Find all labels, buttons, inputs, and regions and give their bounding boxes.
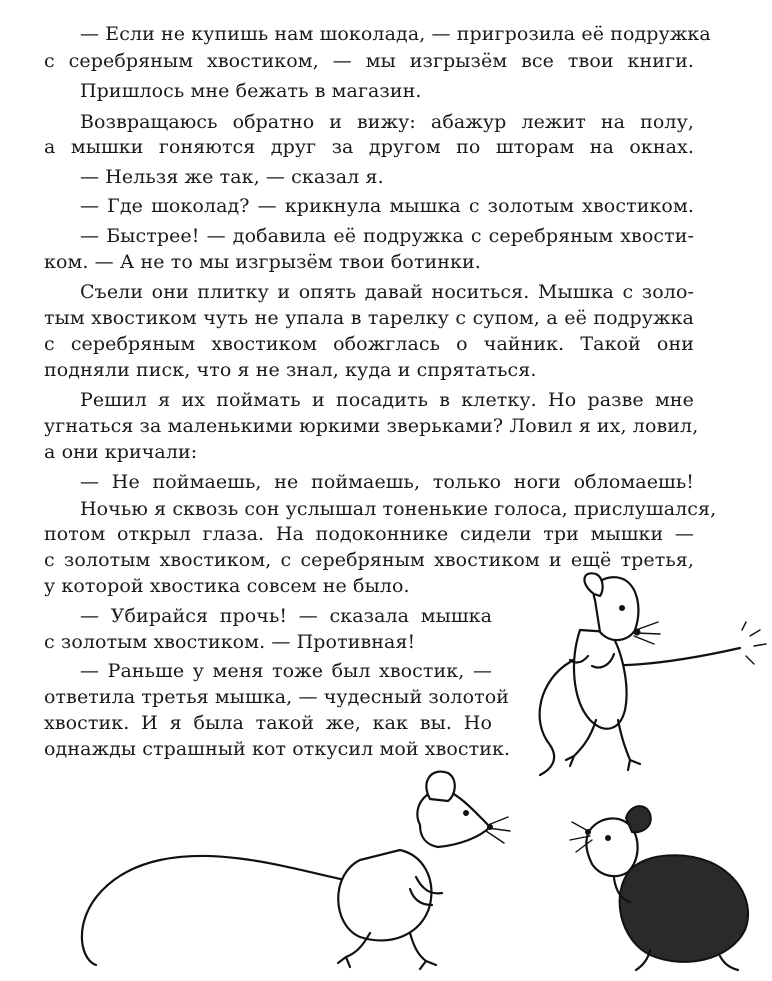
white-mouse-with-long-tail-illustration [70,765,510,975]
text-line: — Убирайся прочь! — сказала мышка [80,605,492,627]
text-line: Возвращаюсь обратно и вижу: абажур лежит на полу, [80,111,694,133]
text-line: — Быстрее! — добавила её подружка с серебряным хвости- [80,225,694,247]
mouse-holding-tail-illustration [510,570,770,780]
text-line: — Не поймаешь, не поймаешь, только ноги обломаешь! [80,471,694,493]
text-line: — Где шоколад? — крикнула мышка с золотым хвостиком. [80,195,694,217]
text-line: потом открыл глаза. На подоконнике сидели три мышки — [44,523,694,545]
text-line: а они кричали: [44,441,198,463]
text-line: подняли писк, что я не знал, куда и спрятаться. [44,359,537,381]
text-line: — Если не купишь нам шоколада, — пригрозила её подружка [80,23,711,45]
text-line: Съели они плитку и опять давай носиться. Мышка с золо- [80,281,694,303]
text-line: однажды страшный кот откусил мой хвостик. [44,738,511,760]
text-line: угнаться за маленькими юркими зверьками? Ловил я их, ловил, [44,415,699,437]
dark-mouse-without-tail-illustration [570,800,765,975]
text-line: Пришлось мне бежать в магазин. [80,80,422,102]
text-line: у которой хвостика совсем не было. [44,575,410,597]
text-line: ответила третья мышка, — чудесный золотой [44,686,510,708]
text-line: тым хвостиком чуть не упала в тарелку с супом, а её подружка [44,307,694,329]
text-line: с серебряным хвостиком, — мы изгрызём все твои книги. [44,50,694,72]
text-line: — Нельзя же так, — сказал я. [80,166,384,188]
text-line: с золотым хвостиком. — Противная! [44,631,416,653]
text-line: — Раньше у меня тоже был хвостик, — [80,660,492,682]
text-line: хвостик. И я была такой же, как вы. Но [44,712,492,734]
text-line: Ночью я сквозь сон услышал тоненькие голоса, прислушался, [80,498,717,520]
text-line: ком. — А не то мы изгрызём твои ботинки. [44,251,481,273]
text-line: с серебряным хвостиком обожглась о чайник. Такой они [44,333,694,355]
text-line: Решил я их поймать и посадить в клетку. Но разве мне [80,389,694,411]
text-line: а мышки гоняются друг за другом по шторам на окнах. [44,136,694,158]
text-line: с золотым хвостиком, с серебряным хвостиком и ещё третья, [44,549,694,571]
